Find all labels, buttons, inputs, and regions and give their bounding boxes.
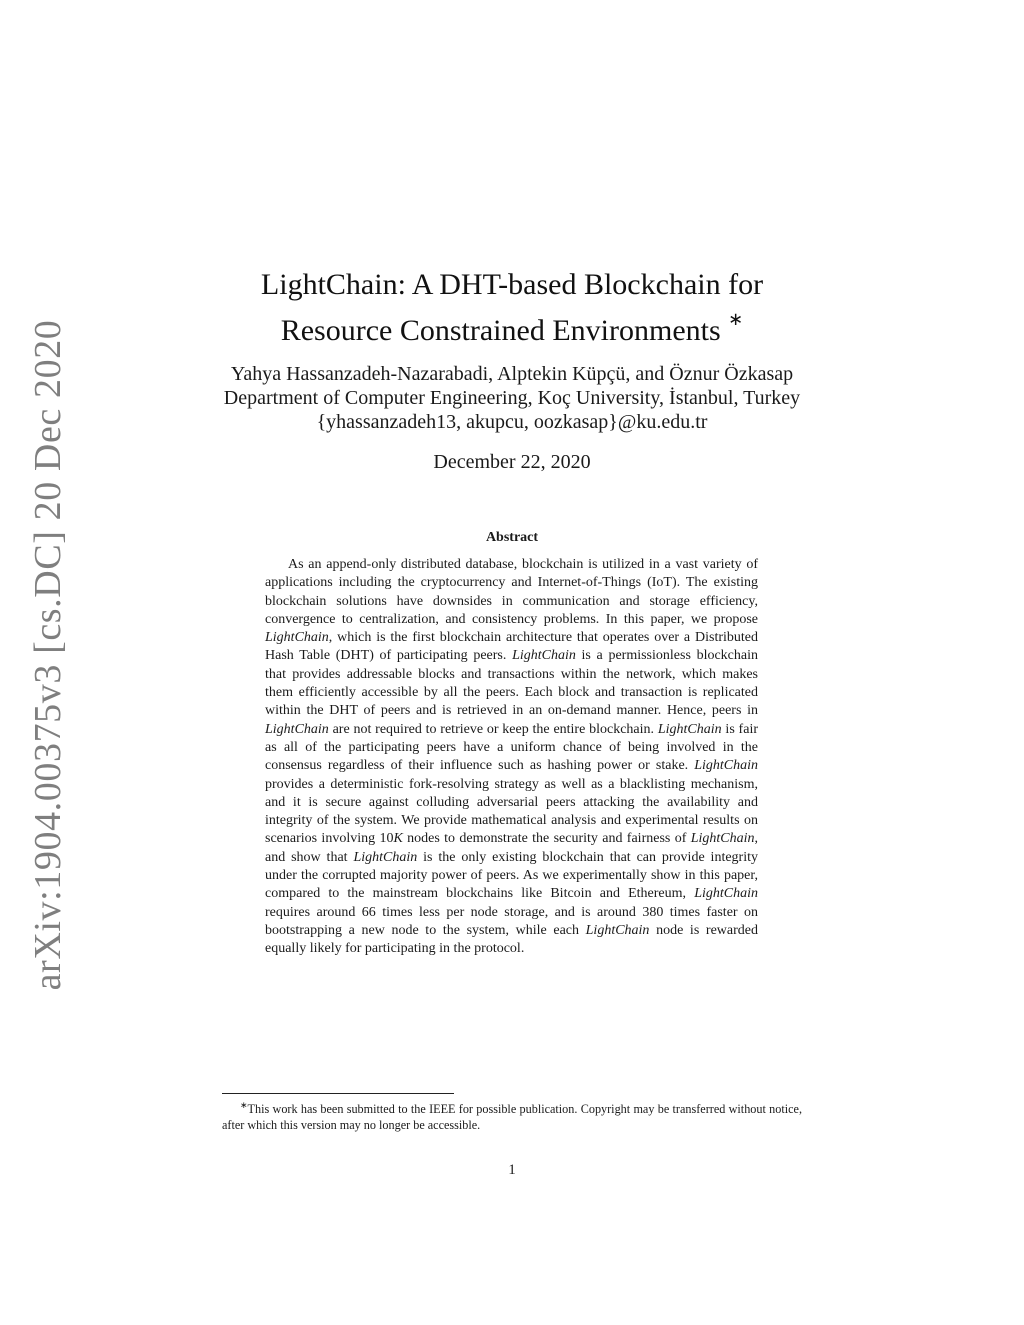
abstract-text-segment: , which is the first blockchain architecture that operates over a Distributed Hash Table (DHT) of participating peers. [265, 630, 758, 664]
abstract-text-segment: is the only existing blockchain that can provide integrity under the corrupted majority power of peers. As we experimentally show in this paper, compared to the mainstream blockchains like Bitcoin and Ethereum, [265, 849, 758, 902]
abstract-heading: Abstract [485, 530, 539, 545]
abstract-emphasis-lightchain: LightChain [353, 849, 418, 865]
abstract-emphasis-lightchain: LightChain [512, 648, 576, 664]
abstract-emphasis-lightchain: LightChain [265, 630, 329, 646]
title-line-2 [200, 304, 824, 350]
author-affiliation: Department of Computer Engineering, Koç University, İstanbul, Turkey [223, 387, 801, 409]
abstract-emphasis-lightchain: LightChain [694, 886, 758, 902]
title-line-2-text: Resource Constrained Environments [280, 314, 721, 347]
abstract-math-k: K [393, 831, 403, 847]
abstract-text-segment: node is rewarded equally likely for participating in the protocol. [265, 922, 758, 957]
abstract-text-segment: nodes to demonstrate the security and fairness of [402, 831, 691, 847]
paper-title [200, 266, 824, 350]
arxiv-identifier-stamp: arXiv:1904.00375v3 [cs.DC] 20 Dec 2020 [27, 319, 69, 991]
footnote-marker: ∗ [240, 1100, 248, 1110]
footnote [222, 1097, 802, 1133]
publication-date: December 22, 2020 [433, 451, 591, 473]
abstract-text-segment: is a permissionless blockchain that provides addressable blocks and transactions within the network, which makes them efficiently accessible by all the peers. Each block and transaction is replicated within the DHT of peers and is retrieved in an on-demand manner. Hence, peers in [265, 648, 758, 719]
title-footnote-marker: ∗ [728, 309, 744, 329]
abstract-text-segment: provides a deterministic fork-resolving strategy as well as a blacklisting mechanism, and it is secure against colluding adversarial peers attacking the availability and integrity of the system. We provide mathematical analysis and experimental results on scenarios involving 10 [265, 776, 758, 847]
footnote-divider [222, 1093, 454, 1094]
abstract-text-segment: is fair as all of the participating peers have a uniform chance of being involved in the consensus regardless of their influence such as hashing power or stake. [265, 721, 758, 774]
page-number: 1 [508, 1162, 516, 1178]
abstract-emphasis-lightchain: LightChain [265, 721, 329, 737]
abstract-text-segment: requires around 66 times less per node storage, and is around 380 times faster on bootstrapping a new node to the system, while each [265, 904, 758, 938]
author-names: Yahya Hassanzadeh-Nazarabadi, Alptekin Küpçü, and Öznur Özkasap [230, 363, 794, 385]
abstract-text-segment: , and show that [265, 831, 758, 865]
author-emails: {yhassanzadeh13, akupcu, oozkasap}@ku.edu.tr [316, 411, 708, 433]
abstract-emphasis-lightchain: LightChain [657, 721, 722, 737]
abstract-emphasis-lightchain: LightChain [585, 922, 650, 938]
footnote-text: This work has been submitted to the IEEE for possible publication. Copyright may be transferred without notice, after which this version may no longer be accessible. [222, 1102, 802, 1133]
title-line-1: LightChain: A DHT-based Blockchain for [260, 268, 764, 301]
abstract-emphasis-lightchain: LightChain [690, 831, 755, 847]
abstract-paragraph [265, 556, 758, 959]
author-block [160, 362, 864, 434]
abstract-body [265, 556, 758, 959]
abstract-emphasis-lightchain: LightChain [694, 758, 758, 774]
abstract-text-segment: are not required to retrieve or keep the entire blockchain. [328, 721, 658, 737]
abstract-text-segment: As an append-only distributed database, blockchain is utilized in a vast variety of applications including the cryptocurrency and Internet-of-Things (IoT). The existing blockchain solutions have downsides in communication and storage efficiency, convergence to centralization, and consistency problems. In this paper, we propose [265, 557, 758, 627]
